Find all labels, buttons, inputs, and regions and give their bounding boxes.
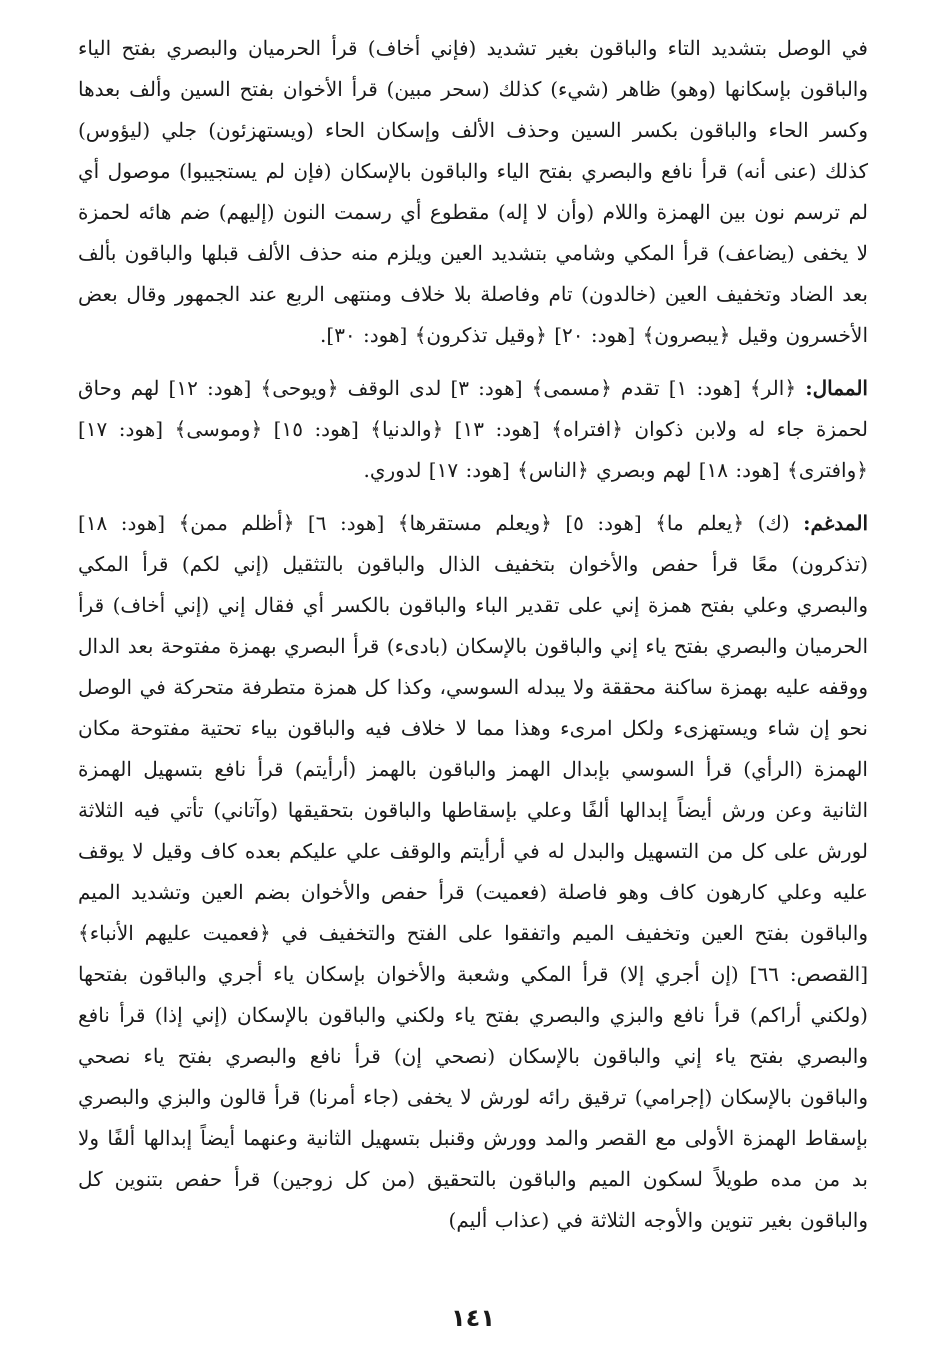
- paragraph-text-mudgham: (ك) ﴿يعلم ما﴾ [هود: ٥] ﴿ويعلم مستقرها﴾ [هود: ٦] ﴿أظلم ممن﴾ [هود: ١٨] (تذكرون) معًا قرأ حفص والأخوان بتخفيف الذال والباقون بالتثقيل (إني لكم) قرأ المكي والبصري وعلي بفتح همزة إني على تقدير الباء والباقون بالكسر أي فقال إني (إني أخاف) قرأ الحرميان والبصري بفتح ياء إني والباقون بالإسكان (بادىء) قرأ البصري بهمزة مفتوحة بعد الدال ووقفه عليه بهمزة ساكنة محققة ولا يبدله السوسي، وكذا كل همزة متطرفة متحركة في الوصل نحو إن شاء ويستهزىء ولكل امرىء وهذا مما لا خلاف فيه والباقون بياء تحتية مفتوحة مكان الهمزة (الرأي) قرأ السوسي بإبدال الهمز والباقون بالهمز (أرأيتم) قرأ نافع بتسهيل الهمزة الثانية وعن ورش أيضاً إبدالها ألفًا وعلي بإسقاطها والباقون بتحقيقها (وآتاني) تأتي فيه الثلاثة لورش على كل من التسهيل والبدل له في أرأيتم والوقف علي عليكم بعده كاف وقيل لا يوقف عليه وعلي كارهون كاف وهو فاصلة (فعميت) قرأ حفص والأخوان بضم العين وتشديد الميم والباقون بفتح العين وتخفيف الميم واتفقوا على الفتح والتخفيف في ﴿فعميت عليهم الأنباء﴾ [القصص: ٦٦] (إن أجري إلا) قرأ المكي وشعبة والأخوان بإسكان ياء أجري والباقون بفتحها (ولكني أراكم) قرأ نافع والبزي والبصري بفتح ياء ولكني والباقون بالإسكان (إني إذا) قرأ نافع والبصري بفتح ياء إني والباقون بالإسكان (نصحي إن) قرأ نافع والبصري بفتح ياء نصحي والباقون بالإسكان (إجرامي) ترقيق رائه لورش لا يخفى (جاء أمرنا) قرأ قالون والبزي والبصري بإسقاط الهمزة الأولى مع القصر والمد وورش وقنبل بتسهيل الثانية وعنهما أيضاً إبدالها ألفًا ولا بد من مده طويلاً لسكون الميم والباقون بالتحقيق (من كل زوجين) قرأ حفص بتنوين كل والباقون بغير تنوين والأوجه الثلاثة في (عذاب أليم): [78, 511, 868, 1232]
- paragraph-text: في الوصل بتشديد التاء والباقون بغير تشديد (فإني أخاف) قرأ الحرميان والبصري بفتح الياء والباقون بإسكانها (وهو) ظاهر (شيء) كذلك (سحر مبين) قرأ الأخوان بفتح السين وألف بعدها وكسر الحاء والباقون بكسر السين وحذف الألف وإسكان الحاء (ويستهزئون) جلي (ليؤوس) كذلك (عنى أنه) قرأ نافع والبصري بفتح الياء والباقون بالإسكان (فإن لم يستجيبوا) موصول أي لم ترسم نون بين الهمزة واللام (وأن لا إله) مقطوع أي رسمت النون (إليهم) ضم هائه لحمزة لا يخفى (يضاعف) قرأ المكي وشامي بتشديد العين ويلزم منه حذف الألف قبلها والباقون بألف بعد الضاد وتخفيف العين (خالدون) تام وفاصلة بلا خلاف ومنتهى الربع عند الجمهور وقال بعض الأخسرون وقيل ﴿يبصرون﴾ [هود: ٢٠] ﴿وقيل تذكرون﴾ [هود: ٣٠].: [78, 36, 869, 347]
- paragraph-text-mumal: ﴿الر﴾ [هود: ١] تقدم ﴿مسمى﴾ [هود: ٣] لدى الوقف ﴿ويوحى﴾ [هود: ١٢] لهم وحاق لحمزة جاء له ولابن ذكوان ﴿افتراه﴾ [هود: ١٣] ﴿والدنيا﴾ [هود: ١٥] ﴿وموسى﴾ [هود: ١٧] ﴿وافترى﴾ [هود: ١٨] لهم وبصري ﴿الناس﴾ [هود: ١٧] لدوري.: [78, 376, 869, 482]
- page-body: [78, 28, 868, 1241]
- paragraph-heading-mumal: الممال:: [805, 376, 868, 400]
- page-number: ١٤١: [451, 1304, 495, 1332]
- paragraph-intro: [78, 28, 868, 356]
- paragraph-mumal: [78, 368, 868, 491]
- paragraph-heading-mudgham: المدغم:: [803, 511, 869, 535]
- paragraph-mudgham: [78, 503, 868, 1241]
